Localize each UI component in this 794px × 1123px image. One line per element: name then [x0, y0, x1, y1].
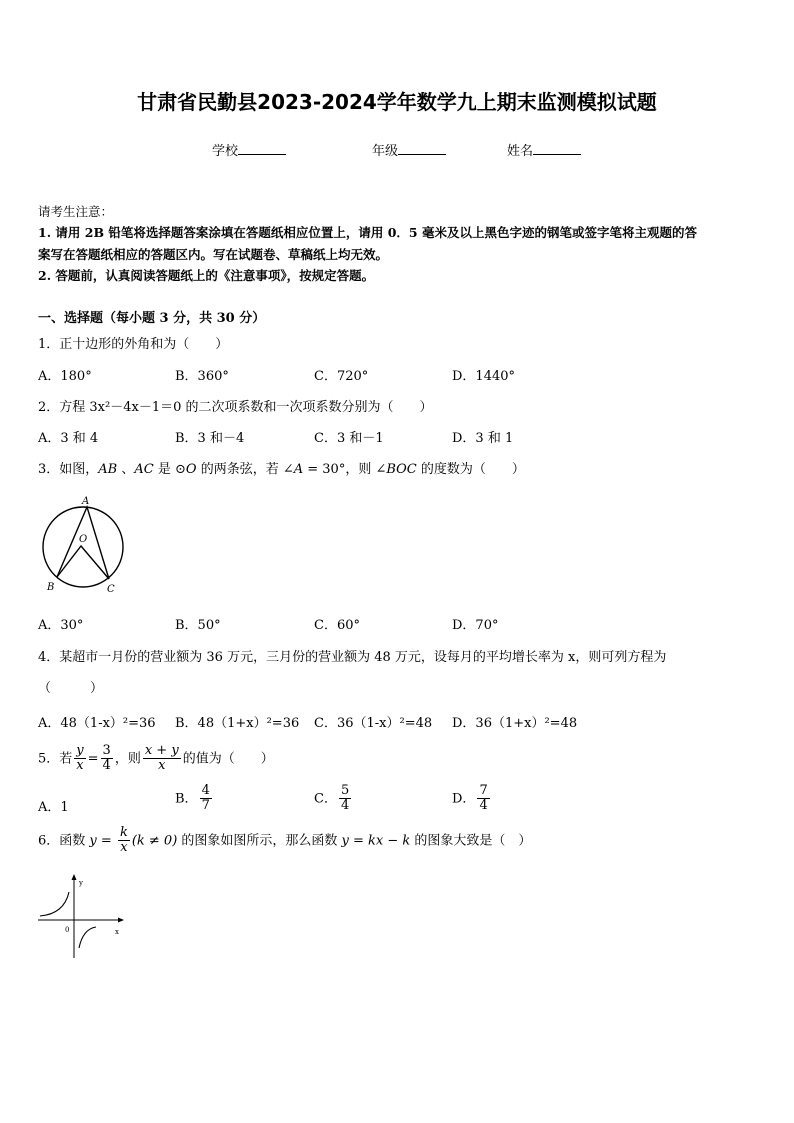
- q4-stem: 4．某超市一月份的营业额为 36 万元，三月份的营业额为 48 万元，设每月的平均增长率为 x，则可列方程为: [38, 650, 667, 665]
- q3-option-a[interactable]: A．30°: [38, 618, 84, 633]
- grade-label: 年级: [372, 144, 399, 159]
- q5-d-pre: D．: [452, 791, 476, 807]
- q3-stem-post: 的度数为（ ）: [416, 462, 525, 477]
- q2-equation: 3x²－4x－1＝0: [89, 400, 182, 415]
- q3-sep: 、: [117, 462, 135, 477]
- notice-line1b: 案写在答题纸相应的答题区内。写在试题卷、草稿纸上均无效。: [38, 247, 389, 262]
- q6-y-arrow: [72, 874, 77, 880]
- q3-eqv: = 30°，则 ∠: [303, 462, 387, 477]
- q5-f3-num: x + y: [144, 743, 179, 758]
- q5-option-b[interactable]: [175, 784, 214, 814]
- q5-c-num: 5: [340, 783, 350, 798]
- q3-mid: 是 ⊙: [153, 462, 186, 477]
- q6-curve-left: [40, 892, 69, 916]
- q3-circle: [43, 507, 123, 587]
- q4-option-d[interactable]: D．36（1+x）²=48: [452, 716, 578, 731]
- q5-fraction-34: [101, 744, 113, 774]
- q2-stem: [38, 396, 433, 415]
- grade-field: [372, 140, 446, 159]
- q6-x-arrow: [118, 918, 124, 923]
- q3-circle-figure: [36, 492, 136, 596]
- q3-option-b[interactable]: B．50°: [175, 618, 221, 633]
- q1-option-a[interactable]: A．180°: [38, 369, 92, 384]
- name-blank[interactable]: [533, 142, 581, 155]
- q6-y: y: [89, 833, 97, 849]
- q6-mid: 的图象如图所示，那么函数: [177, 833, 342, 849]
- name-label: 姓名: [507, 144, 534, 159]
- q5-f2-num: 3: [102, 743, 111, 758]
- section-heading: 一、选择题（每小题 3 分，共 30 分）: [38, 311, 266, 326]
- q5-b-pre: B．: [175, 791, 198, 807]
- q5-b-fraction: [200, 784, 212, 814]
- q5-b-den: 7: [201, 798, 210, 814]
- page-title: 甘肃省民勤县2023-2024学年数学九上期末监测模拟试题: [137, 90, 657, 114]
- school-blank[interactable]: [238, 142, 286, 155]
- q5-d-den: 4: [479, 798, 488, 814]
- q1-option-b[interactable]: B．360°: [175, 369, 229, 384]
- q3-o: O: [185, 462, 197, 477]
- q6-post: 的图象大致是（ ）: [410, 833, 532, 849]
- q6-stem: [38, 826, 531, 856]
- name-field: [507, 140, 581, 159]
- q1-option-d[interactable]: D．1440°: [452, 369, 516, 384]
- q2-option-b[interactable]: B．3 和－4: [175, 431, 245, 446]
- notice-line1: 1. 请用 2B 铅笔将选择题答案涂填在答题纸相应位置上，请用 0．5 毫米及以上黑色字迹的钢笔或签字笔将主观题的答: [38, 225, 697, 240]
- q1-option-c[interactable]: C．720°: [314, 369, 369, 384]
- q6-fraction-kx: [118, 826, 130, 856]
- q6-eq: =: [96, 833, 116, 849]
- q3-option-d[interactable]: D．70°: [452, 618, 499, 633]
- q6-label-origin: 0: [65, 926, 70, 934]
- q3-boc: BOC: [386, 462, 417, 477]
- q5-option-a[interactable]: A．1: [38, 800, 69, 815]
- school-field: [212, 140, 286, 159]
- q5-c-pre: C．: [314, 791, 337, 807]
- q3-label-o: O: [79, 534, 88, 545]
- q2-option-d[interactable]: D．3 和 1: [452, 431, 514, 446]
- q2-stem-post: 的二次项系数和一次项系数分别为（ ）: [181, 400, 433, 415]
- q3-ac: AC: [134, 462, 154, 477]
- q5-d-fraction: [477, 784, 489, 814]
- q5-d-num: 7: [479, 783, 488, 798]
- q3-mid2: 的两条弦，若 ∠: [196, 462, 294, 477]
- q6-graph-figure: [36, 872, 126, 962]
- q4-option-b[interactable]: B．48（1+x）²=36: [175, 716, 300, 731]
- q6-pre: 6．函数: [38, 833, 90, 849]
- q6-curve-right: [79, 927, 96, 948]
- q3-label-c: C: [107, 584, 115, 595]
- q6-cond: (k ≠ 0): [131, 833, 178, 849]
- q3-option-c[interactable]: C．60°: [314, 618, 360, 633]
- q3-radii: [57, 546, 109, 579]
- q5-fraction-yx: [74, 744, 85, 774]
- grade-blank[interactable]: [398, 142, 446, 155]
- q2-option-a[interactable]: A．3 和 4: [38, 431, 99, 446]
- q3-ab: AB: [98, 462, 118, 477]
- q2-option-c[interactable]: C．3 和－1: [314, 431, 384, 446]
- q5-pre: 5．若: [38, 751, 73, 767]
- q2-stem-pre: 2．方程: [38, 400, 90, 415]
- q3-angle-a: A: [293, 462, 304, 477]
- q4-option-a[interactable]: A．48（1-x）²=36: [38, 716, 156, 731]
- q3-label-b: B: [47, 582, 55, 593]
- q1-stem: 1．正十边形的外角和为（ ）: [38, 337, 229, 352]
- q5-option-d[interactable]: [452, 784, 492, 814]
- q5-f1-den: x: [76, 758, 84, 774]
- q5-b-num: 4: [201, 783, 210, 798]
- q4-paren: （ ）: [38, 681, 104, 696]
- q5-c-den: 4: [340, 798, 350, 814]
- q6-label-y: y: [79, 879, 83, 887]
- school-label: 学校: [212, 144, 239, 159]
- q6-f-num: k: [119, 825, 128, 840]
- notice-line2: 2. 答题前，认真阅读答题纸上的《注意事项》，按规定答题。: [38, 268, 375, 283]
- q5-c-fraction: [339, 784, 351, 814]
- q5-mid: ，则: [114, 751, 141, 767]
- q4-option-c[interactable]: C．36（1-x）²=48: [314, 716, 433, 731]
- q6-f-den: x: [120, 840, 128, 856]
- q5-option-c[interactable]: [314, 784, 353, 814]
- q3-stem: [38, 458, 525, 477]
- q5-eq: =: [87, 751, 99, 767]
- q3-stem-pre: 3．如图，: [38, 462, 99, 477]
- q5-f1-num: y: [76, 743, 84, 758]
- q6-func: y = kx − k: [341, 833, 411, 849]
- q5-stem: [38, 744, 274, 774]
- notice-heading: 请考生注意：: [38, 204, 114, 219]
- q6-label-x: x: [115, 928, 119, 936]
- q3-label-a: A: [82, 496, 90, 507]
- q5-fraction-xyx: [143, 744, 181, 774]
- q5-f2-den: 4: [102, 758, 111, 774]
- q5-post: 的值为（ ）: [182, 751, 274, 767]
- q5-f3-den: x: [158, 758, 166, 774]
